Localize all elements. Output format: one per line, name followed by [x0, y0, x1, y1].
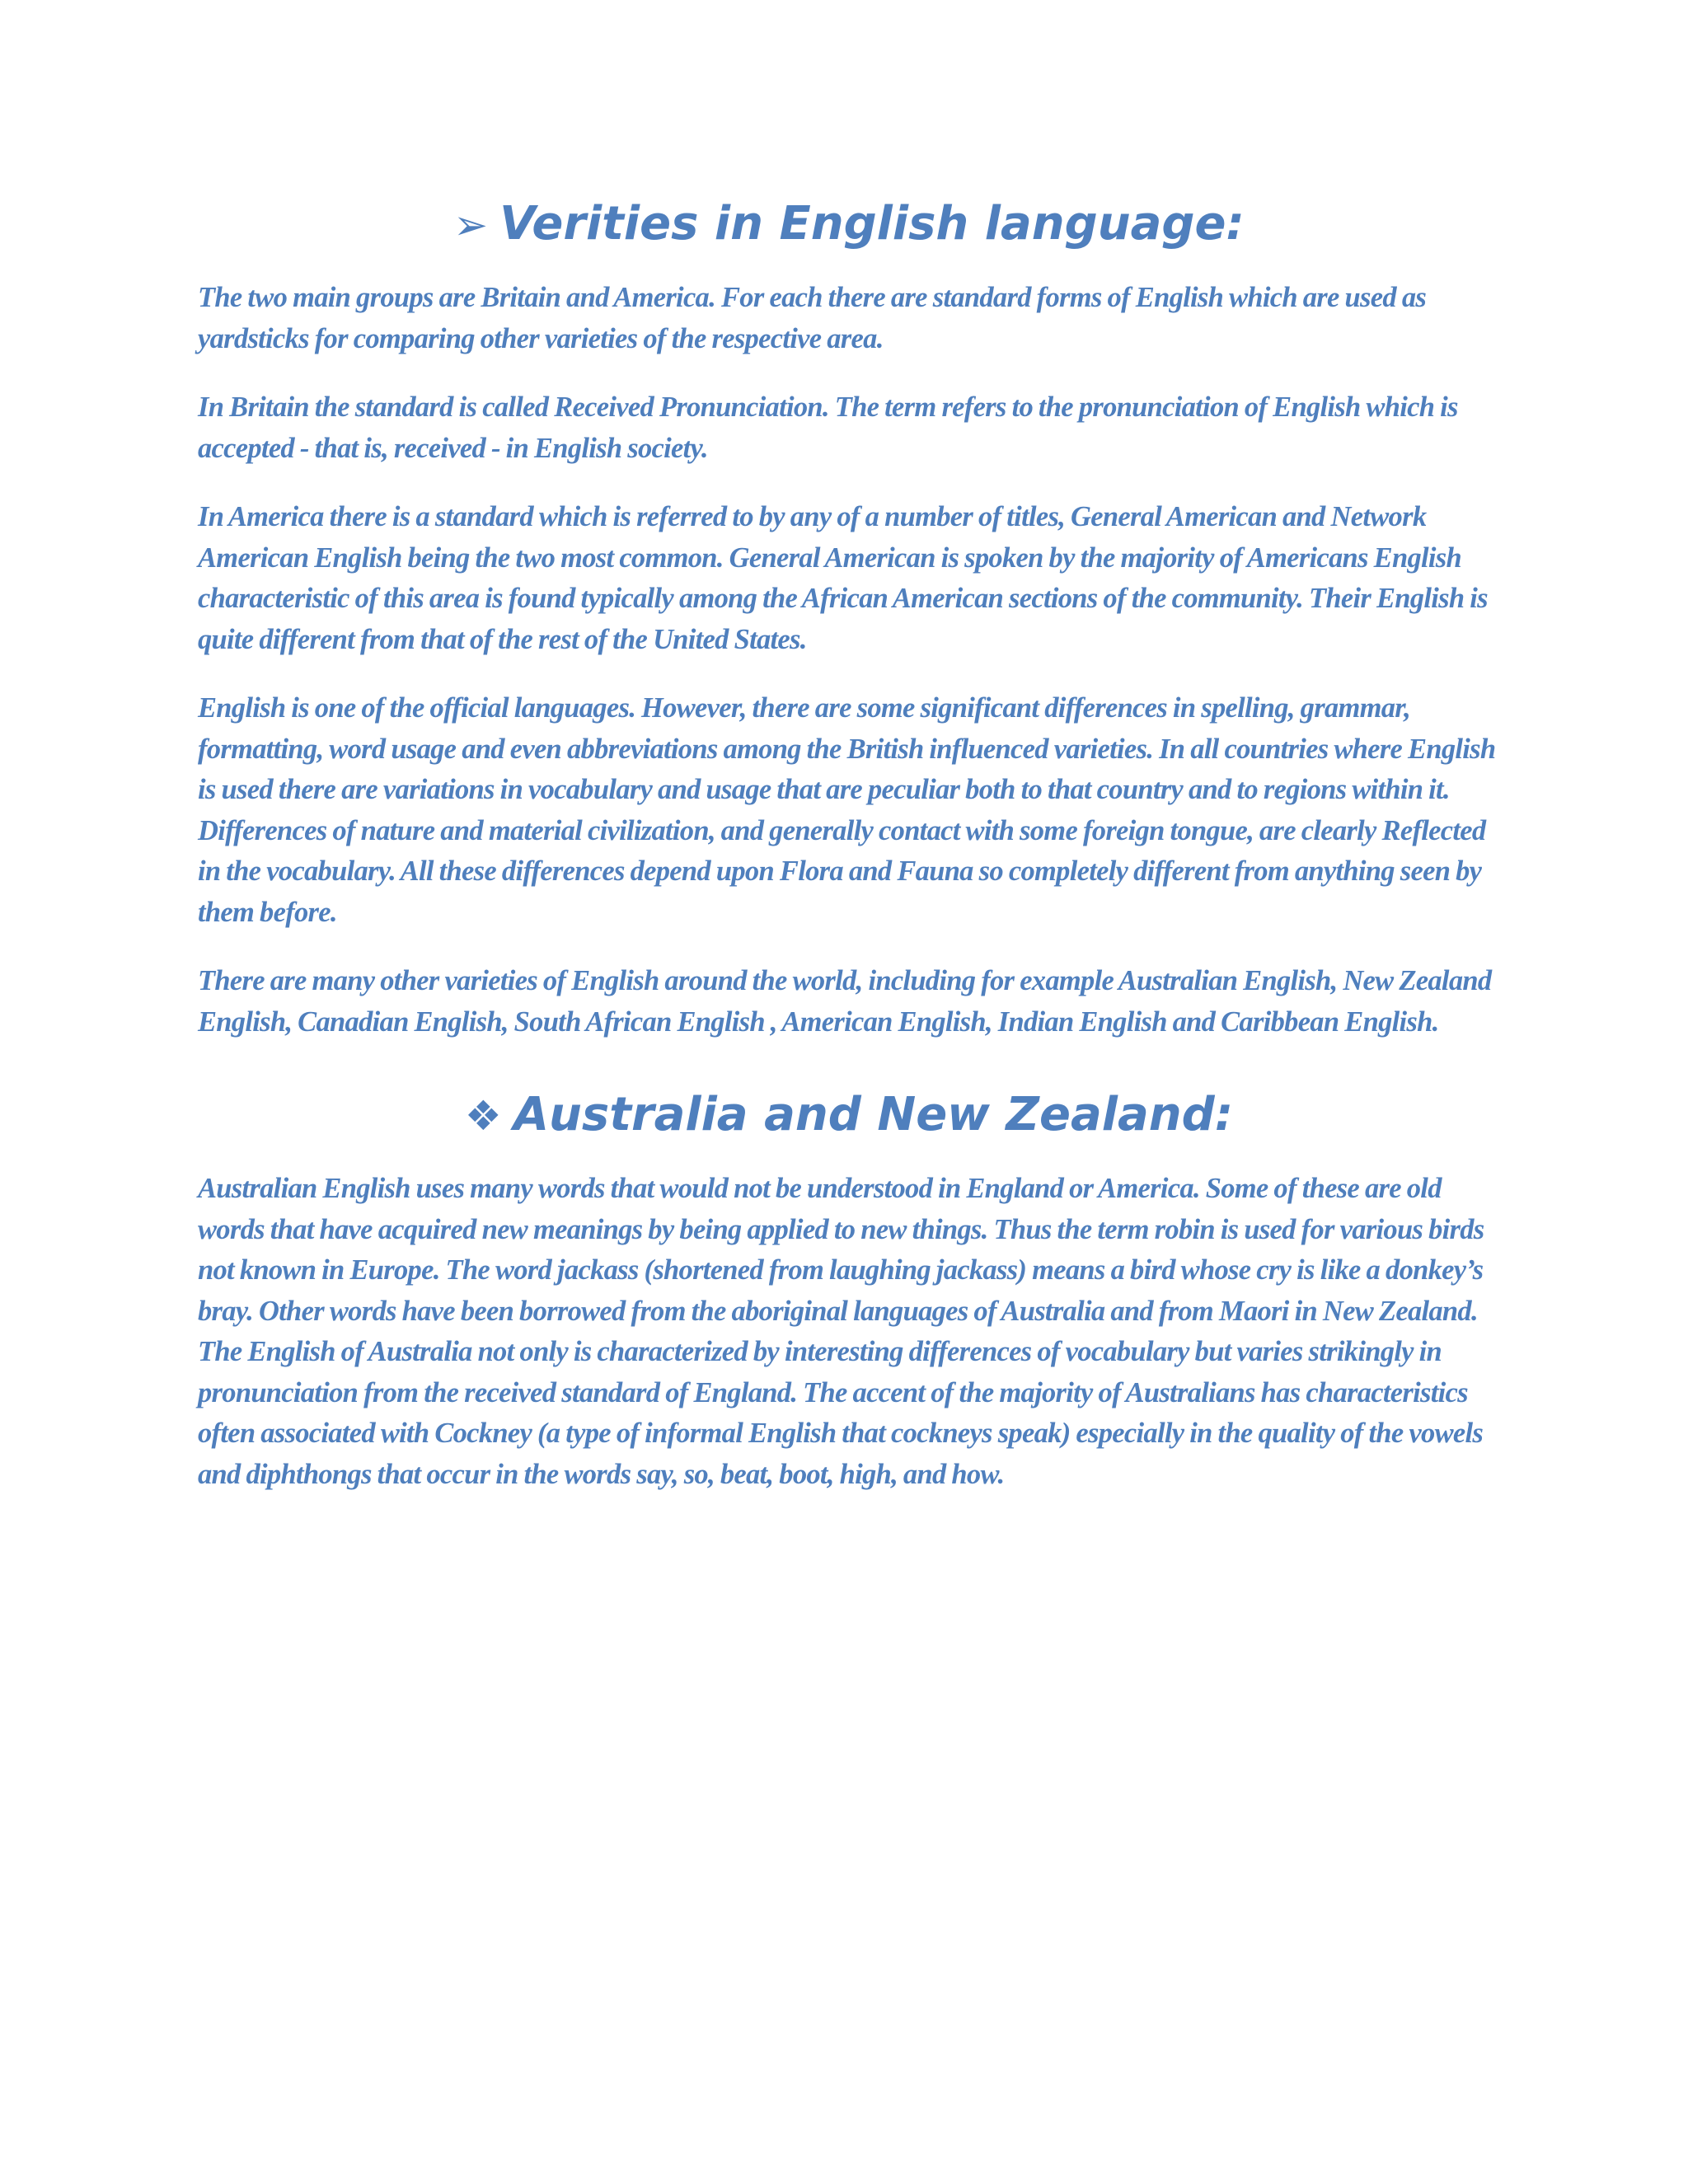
section-heading-text: Australia and New Zealand:	[513, 1088, 1234, 1141]
diamond-bullet-icon: ❖	[464, 1092, 502, 1140]
section-heading-text: Verities in English language:	[499, 197, 1245, 251]
document-content	[198, 190, 1500, 1523]
paragraph-other-varieties: There are many other varieties of English around the world, including for example Australian English, New Zealand English, Canadian English, South African English , American English, Indian English and Caribbean English.	[198, 965, 1492, 1038]
section-heading-varieties	[198, 190, 1500, 260]
paragraph-australian-english: Australian English uses many words that would not be understood in England or America. Some of these are old words that have acquired new meanings by being applied to new things. Thus the term robin is used for various birds not known in Europe. The word jackass (shortened from laughing jackass) means a bird whose cry is like a donkey’s bray. Other words have been borrowed from the aboriginal languages of Australia and from Maori in New Zealand. The English of Australia not only is characterized by interesting differences of vocabulary but varies strikingly in pronunciation from the received standard of England. The accent of the majority of Australians has characteristics often associated with Cockney (a type of informal English that cockneys speak) especially in the quality of the vowels and diphthongs that occur in the words say, so, beat, boot, high, and how.	[198, 1173, 1484, 1490]
paragraph-britain-standard: In Britain the standard is called Received Pronunciation. The term refers to the pronunciation of English which is accepted - that is, received - in English society.	[198, 391, 1458, 464]
paragraph-main-groups: The two main groups are Britain and America. For each there are standard forms of English which are used as yardsticks for comparing other varieties of the respective area.	[198, 282, 1427, 354]
section-heading-australia	[198, 1080, 1500, 1151]
paragraph-america-standard: In America there is a standard which is referred to by any of a number of titles, General American and Network American English being the two most common. General American is spoken by the majority of Americans English characteristic of this area is found typically among the African American sections of the community. Their English is quite different from that of the rest of the United States.	[198, 501, 1488, 655]
paragraph-official-languages: English is one of the official languages. However, there are some significant differences in spelling, grammar, formatting, word usage and even abbreviations among the British influenced varieties. In all countries where English is used there are variations in vocabulary and usage that are peculiar both to that country and to regions within it. Differences of nature and material civilization, and generally contact with some foreign tongue, are clearly Reflected in the vocabulary. All these differences depend upon Flora and Fauna so completely different from anything seen by them before.	[198, 692, 1496, 928]
arrow-bullet-icon: ➢	[453, 201, 489, 249]
